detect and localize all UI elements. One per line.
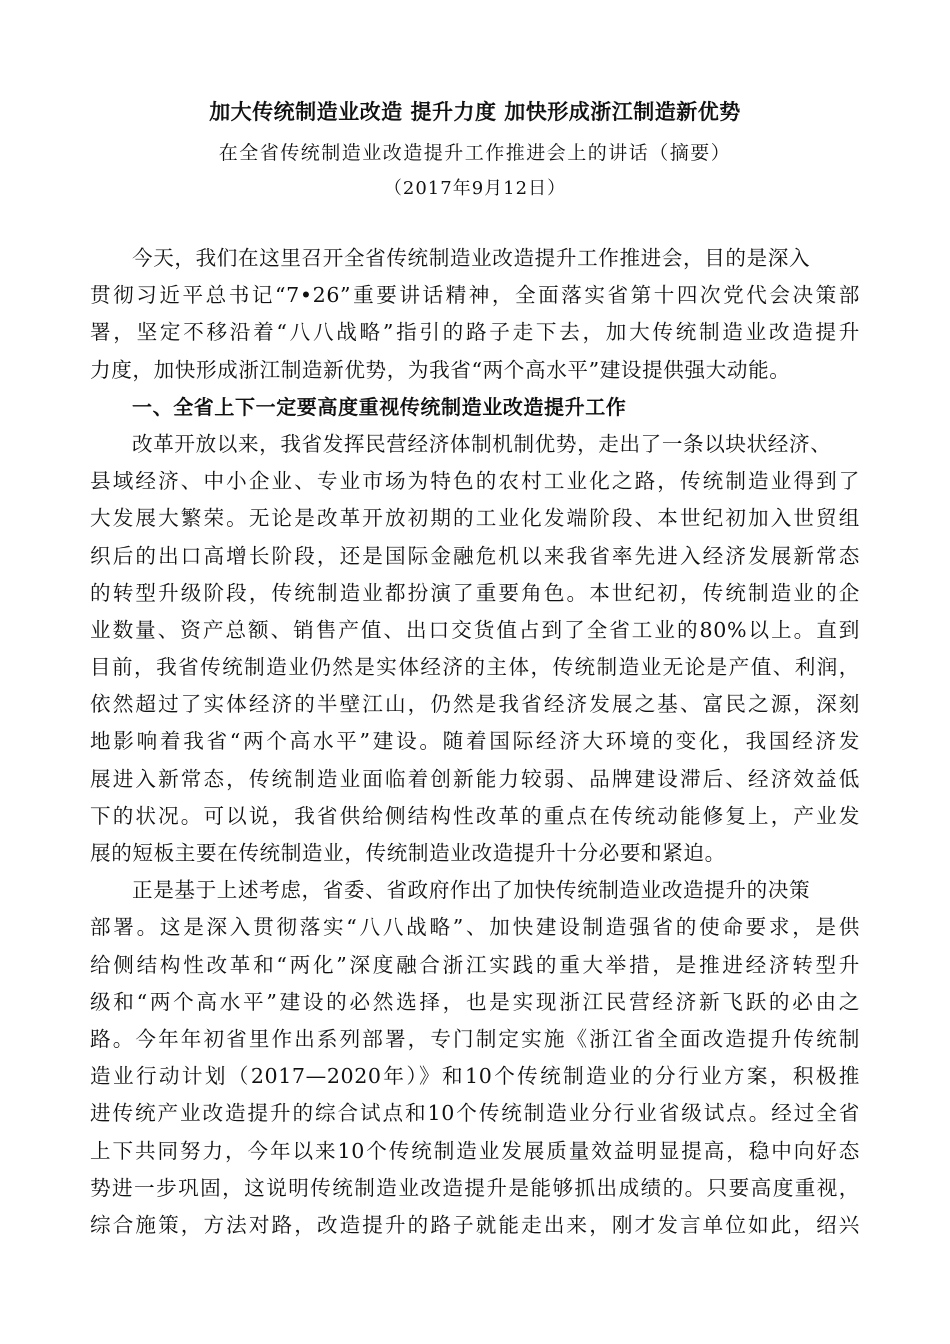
paragraph-line: 正是基于上述考虑，省委、省政府作出了加快传统制造业改造提升的决策	[132, 878, 811, 903]
document-title: 加大传统制造业改造 提升力度 加快形成浙江制造新优势	[209, 100, 741, 124]
paragraph-line: 进传统产业改造提升的综合试点和10个传统制造业分行业省级试点。经过全省	[90, 1101, 860, 1126]
paragraph-line: 织后的出口高增长阶段，还是国际金融危机以来我省率先进入经济发展新常态	[90, 543, 860, 568]
document-body	[90, 240, 860, 1244]
paragraph-line: 展进入新常态，传统制造业面临着创新能力较弱、品牌建设滞后、经济效益低	[90, 766, 860, 791]
paragraph-line: 依然超过了实体经济的半壁江山，仍然是我省经济发展之基、富民之源，深刻	[90, 692, 860, 717]
paragraph-line: 力度，加快形成浙江制造新优势，为我省“两个高水平”建设提供强大动能。	[90, 357, 791, 382]
paragraph-line: 综合施策，方法对路，改造提升的路子就能走出来，刚才发言单位如此，绍兴	[90, 1212, 860, 1237]
paragraph-line: 县域经济、中小企业、专业市场为特色的农村工业化之路，传统制造业得到了	[90, 469, 860, 494]
paragraph-line: 上下共同努力，今年以来10个传统制造业发展质量效益明显提高，稳中向好态	[90, 1138, 860, 1163]
paragraph-line: 势进一步巩固，这说明传统制造业改造提升是能够抓出成绩的。只要高度重视，	[90, 1175, 860, 1200]
paragraph-line: 大发展大繁荣。无论是改革开放初期的工业化发端阶段、本世纪初加入世贸组	[90, 506, 860, 531]
paragraph-line: 目前，我省传统制造业仍然是实体经济的主体，传统制造业无论是产值、利润，	[90, 655, 860, 680]
paragraph-line: 贯彻习近平总书记“7•26”重要讲话精神，全面落实省第十四次党代会决策部	[90, 283, 860, 308]
paragraph-line: 路。今年年初省里作出系列部署，专门制定实施《浙江省全面改造提升传统制	[90, 1026, 860, 1051]
paragraph-line: 今天，我们在这里召开全省传统制造业改造提升工作推进会，目的是深入	[132, 246, 811, 270]
paragraph-line: 的转型升级阶段，传统制造业都扮演了重要角色。本世纪初，传统制造业的企	[90, 580, 860, 605]
paragraph-line: 级和“两个高水平”建设的必然选择，也是实现浙江民营经济新飞跃的必由之	[90, 989, 860, 1014]
paragraph-line: 业数量、资产总额、销售产值、出口交货值占到了全省工业的80%以上。直到	[90, 617, 860, 642]
paragraph-line: 署，坚定不移沿着“八八战略”指引的路子走下去，加大传统制造业改造提升	[90, 320, 860, 345]
paragraph-line: 下的状况。可以说，我省供给侧结构性改革的重点在传统动能修复上，产业发	[90, 803, 860, 828]
paragraph-line: 部署。这是深入贯彻落实“八八战略”、加快建设制造强省的使命要求，是供	[90, 915, 860, 940]
paragraph-line: 改革开放以来，我省发挥民营经济体制机制优势，走出了一条以块状经济、	[132, 431, 832, 456]
document-subtitle: 在全省传统制造业改造提升工作推进会上的讲话（摘要）	[218, 142, 732, 164]
paragraph-line: 造业行动计划（2017—2020年）》和10个传统制造业的分行业方案，积极推	[90, 1064, 860, 1089]
document-date: （2017年9月12日）	[383, 178, 567, 199]
section-heading: 一、全省上下一定要高度重视传统制造业改造提升工作	[132, 394, 627, 419]
paragraph-line: 地影响着我省“两个高水平”建设。随着国际经济大环境的变化，我国经济发	[90, 729, 860, 754]
paragraph-line: 给侧结构性改革和“两化”深度融合浙江实践的重大举措，是推进经济转型升	[90, 952, 860, 977]
paragraph-line: 展的短板主要在传统制造业，传统制造业改造提升十分必要和紧迫。	[90, 841, 726, 865]
